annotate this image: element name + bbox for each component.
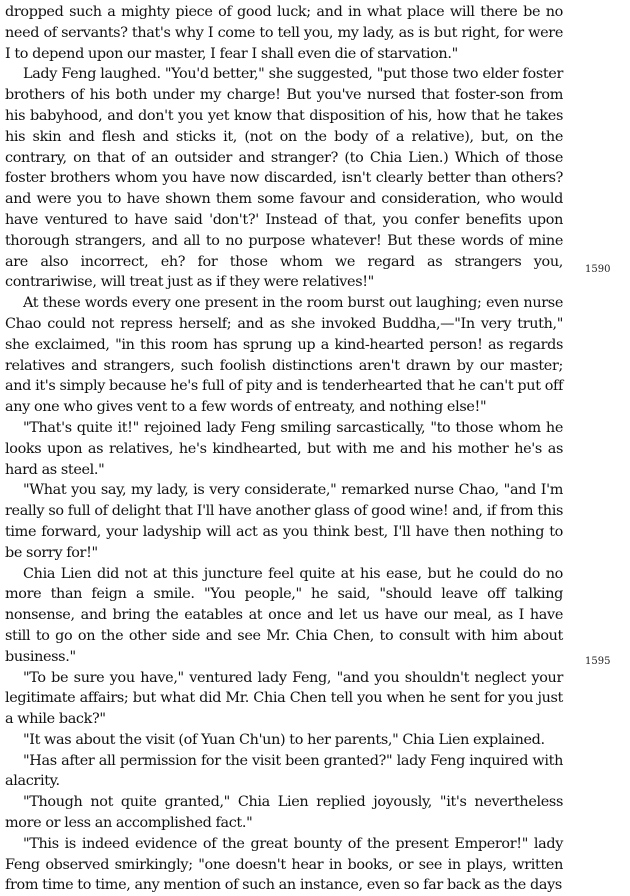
paragraph: dropped such a mighty piece of good luck; and in what place will there be no need of servants? that's why I come to tell you, my lady, as is but right, for were I to depend upon our master, I fear I shall even die of starvation." [5,4,563,62]
paragraph: "What you say, my lady, is very considerate," remarked nurse Chao, "and I'm really so full of delight that I'll have another glass of good wine! and, if from this time forward, your ladyship will act as you think best, I'll have then nothing to be sorry for!" [5,482,563,561]
line-number-1590: 1590 [585,264,611,275]
paragraph: Chia Lien did not at this juncture feel quite at his ease, but he could do no more than feign a smile. "You people," he said, "should leave off talking nonsense, and bring the eatables at once and let us have our meal, as I have still to go on the other side and see Mr. Chia Chen, to consult with him about business." [5,565,563,665]
book-page-text [5,2,563,896]
paragraph: At these words every one present in the room burst out laughing; even nurse Chao could not repress herself; and as she invoked Buddha,—"In very truth," she exclaimed, "in this room has sprung up a kind-hearted person! as regards relatives and strangers, such foolish distinctions aren't drawn by our master; and it's simply because he's full of pity and is tenderhearted that he can't put off any one who gives vent to a few words of entreaty, and nothing else!" [5,295,563,416]
paragraph: "Though not quite granted," Chia Lien replied joyously, "it's nevertheless more or less an accomplished fact." [5,794,563,832]
paragraph: "This is indeed evidence of the great bounty of the present Emperor!" lady Feng observed smirkingly; "one doesn't hear in books, or see in plays, written from time to time, any mention of such an instance, even so far back as the days [5,835,563,894]
paragraph: Lady Feng laughed. "You'd better," she suggested, "put those two elder foster brothers of his both under my charge! But you've nursed that foster-son from his babyhood, and don't you yet know that disposition of his, how that he takes his skin and flesh and sticks it, (not on the body of a relative), but, on the contrary, on that of an outsider and stranger? (to Chia Lien.) Which of those foster brothers whom you have now discarded, isn't clearly better than others? and were you to have shown them some favour and consideration, who would have ventured to have said 'don't?' Instead of that, you confer benefits upon thorough strangers, and all to no purpose whatever! But these words of mine are also incorrect, eh? for those whom we regard as strangers you, contrariwise, will treat just as if they were relatives!" [5,66,563,291]
paragraph: "To be sure you have," ventured lady Feng, "and you shouldn't neglect your legitimate affairs; but what did Mr. Chia Chen tell you when he sent for you just a while back?" [5,669,563,728]
line-number-1595: 1595 [585,656,611,667]
paragraph: "That's quite it!" rejoined lady Feng smiling sarcastically, "to those whom he looks upon as relatives, he's kindhearted, but with me and his mother he's as hard as steel." [5,419,563,478]
paragraph: "It was about the visit (of Yuan Ch'un) to her parents," Chia Lien explained. [23,731,545,748]
paragraph: "Has after all permission for the visit been granted?" lady Feng inquired with alacrity. [5,752,563,790]
